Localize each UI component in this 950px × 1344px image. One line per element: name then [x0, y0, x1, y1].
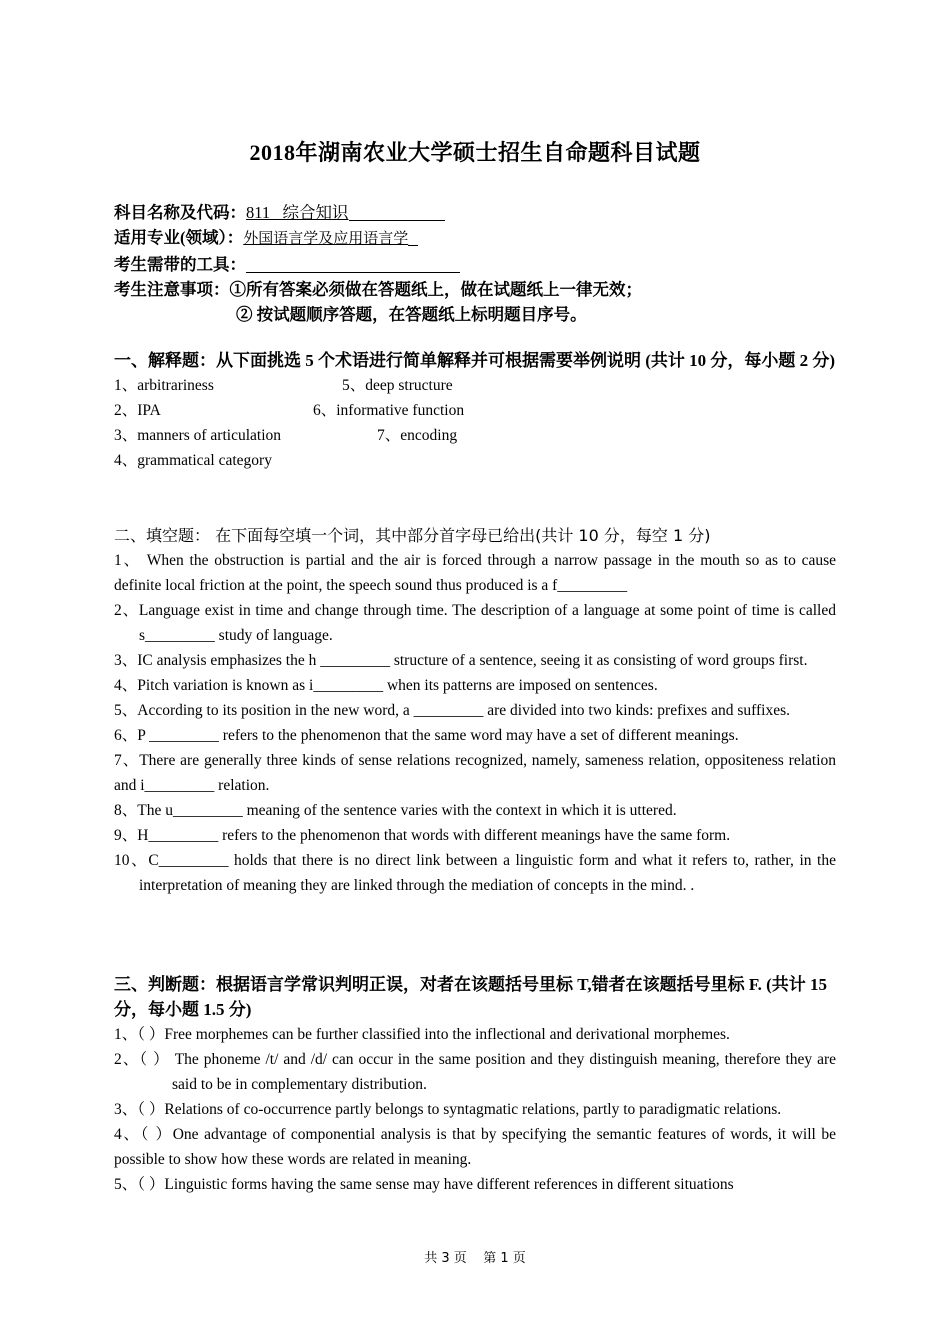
tools-underline: [246, 254, 460, 273]
judge-item: 5、（ ）Linguistic forms having the same sense may have different references in different situations: [114, 1176, 734, 1193]
notice-2: ② 按试题顺序答题，在答题纸上标明题目序号。: [236, 305, 587, 324]
page-title: 2018年湖南农业大学硕士招生自命题科目试题: [249, 140, 701, 165]
tools-label: 考生需带的工具：: [114, 255, 246, 274]
subject-value: 811 综合知识: [246, 203, 349, 222]
term-item: 3、manners of articulation: [114, 427, 282, 444]
notice-1: ①所有答案必须做在答题纸上，做在试题纸上一律无效；: [229, 280, 642, 299]
judge-item: 3、（ ）Relations of co-occurrence partly belongs to syntagmatic relations, partly to paradigmatic relations.: [114, 1101, 782, 1118]
section-1: [114, 348, 836, 473]
major-underline: [408, 227, 418, 246]
term-item: 6、informative function: [313, 402, 465, 419]
question-item: 1、 When the obstruction is partial and the air is forced through a narrow passage in the mouth so as to cause definite local friction at the point, the speech sound thus produced is a f_________: [114, 552, 836, 594]
question-item: 3、IC analysis emphasizes the h _________ structure of a sentence, seeing it as consisting of word groups first.: [114, 652, 808, 669]
section-2-heading: 二、填空题： 在下面每空填一个词，其中部分首字母已给出(共计 10 分，每空 1 分): [114, 526, 711, 545]
term-item: 4、grammatical category: [114, 452, 272, 469]
question-item: 9、H_________ refers to the phenomenon that words with different meanings have the same form.: [114, 827, 731, 844]
notice-row: [114, 277, 642, 302]
subject-row: [114, 200, 642, 225]
page-footer: 共 3 页 第 1 页: [424, 1251, 526, 1266]
question-item: 10、C_________ holds that there is no direct link between a linguistic form and what it refers to, rather, in the interpretation of meaning they are linked through the mediation of concepts in the mind. .: [114, 852, 836, 894]
major-value: 外国语言学及应用语言学: [243, 231, 409, 247]
question-item: 8、The u_________ meaning of the sentence varies with the context in which it is uttered.: [114, 802, 677, 819]
term-item: 2、IPA: [114, 402, 161, 419]
major-label: 适用专业(领域）：: [114, 228, 244, 247]
term-item: 1、arbitrariness: [114, 377, 214, 394]
question-item: 2、Language exist in time and change through time. The description of a language at some point of time is called s_________ study of language.: [114, 602, 836, 644]
question-item: 7、There are generally three kinds of sense relations recognized, namely, sameness relation, oppositeness relation and i_________ relation.: [114, 752, 836, 794]
judge-item: 2、（ ） The phoneme /t/ and /d/ can occur in the same position and they distinguish meaning, therefore they are said to be in complementary distribution.: [114, 1051, 836, 1093]
exam-info: [114, 200, 642, 327]
major-row: [114, 225, 642, 252]
term-item: 5、deep structure: [342, 377, 453, 394]
judge-item: 1、（ ）Free morphemes can be further classified into the inflectional and derivational morphemes.: [114, 1026, 730, 1043]
judge-item: 4、（ ）One advantage of componential analysis is that by specifying the semantic features of words, it will be possible to show how these words are related in meaning.: [114, 1126, 836, 1168]
section-2: [114, 523, 836, 898]
section-3-heading: 三、判断题：根据语言学常识判明正误，对者在该题括号里标 T,错者在该题括号里标 F. (共计 15 分，每小题 1.5 分): [114, 975, 828, 1019]
section-1-heading: 一、解释题：从下面挑选 5 个术语进行简单解释并可根据需要举例说明 (共计 10 分，每小题 2 分): [114, 351, 836, 370]
question-item: 5、According to its position in the new word, a _________ are divided into two kinds: prefixes and suffixes.: [114, 702, 791, 719]
section-3: [114, 972, 836, 1197]
tools-row: [114, 252, 642, 277]
question-item: 4、Pitch variation is known as i_________ when its patterns are imposed on sentences.: [114, 677, 658, 694]
question-item: 6、P _________ refers to the phenomenon that the same word may have a set of different meanings.: [114, 727, 739, 744]
term-item: 7、encoding: [377, 427, 458, 444]
term-list: [114, 373, 836, 473]
notice-row-2: [114, 302, 642, 327]
subject-underline: [349, 202, 445, 221]
subject-label: 科目名称及代码：: [114, 203, 246, 222]
notice-label: 考生注意事项：: [114, 280, 230, 299]
